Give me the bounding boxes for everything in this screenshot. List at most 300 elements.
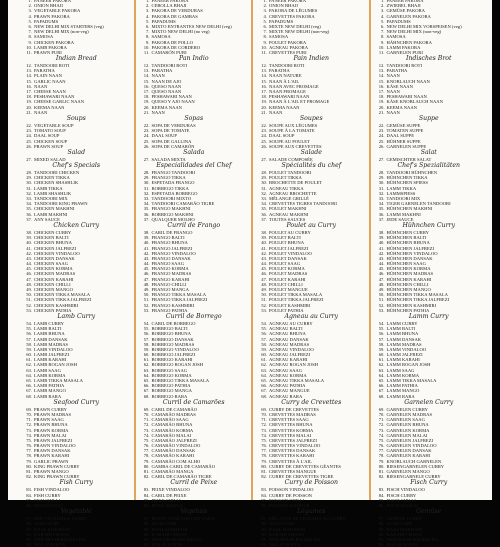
item-number: 60.: [143, 352, 150, 358]
item-number: 14.: [26, 73, 32, 79]
item-number: 85.: [378, 497, 385, 503]
item-number: 58.: [261, 341, 267, 347]
item-number: 47.: [261, 276, 267, 282]
item-label: LAMB BALTI: [34, 326, 62, 332]
item-number: 46.: [378, 271, 385, 277]
item-label: BORREGO VINDALOO: [151, 346, 199, 352]
item-number: 16.: [143, 83, 150, 89]
item-number: 6.: [146, 23, 150, 29]
item-label: CHEESE GARLIC NAAN: [34, 99, 85, 105]
item-number: 47.: [26, 276, 32, 282]
item-number: 55.: [143, 326, 150, 332]
item-label: CAMARÃO VINDALOO: [151, 443, 201, 449]
item-label: MALAI KOFTA: [269, 542, 301, 547]
item-label: GARNELEN MADRAS: [386, 411, 433, 417]
item-label: AGNEAU SAAG: [269, 367, 303, 373]
item-label: TANDOORI MIX: [34, 196, 68, 201]
item-label: BORREGO TIKKA: [151, 185, 189, 191]
item-label: PANEER PAKORA: [151, 0, 189, 3]
item-number: 38.: [378, 229, 385, 235]
item-number: 67.: [378, 388, 385, 394]
item-number: 89.: [261, 526, 267, 532]
item-label: NAAN À L'AIL ET FROMAGE: [269, 99, 330, 105]
item-label: CHICKEN TIKKA MASALA: [34, 292, 91, 298]
item-label: PRAWN KARAHI: [34, 453, 70, 459]
item-label: CAMARÃO SAAG: [151, 417, 189, 423]
item-label: FISH CURRY: [34, 492, 61, 498]
item-number: 45.: [26, 266, 32, 272]
section-heading: Curry de Poisson: [284, 479, 338, 487]
item-number: 75.: [143, 437, 150, 443]
item-label: CARIL DE BORREGO: [151, 320, 196, 326]
item-number: 17.: [26, 89, 32, 94]
item-label: KNOBLAUCH GARNELEN: [386, 458, 442, 464]
item-number: 46.: [26, 271, 32, 277]
item-label: KEEMA NAAN: [34, 104, 65, 110]
item-label: CHICKEN CURRY: [34, 229, 72, 235]
item-number: 24.: [26, 133, 32, 139]
item-label: LAMM VINDALOO: [386, 346, 427, 352]
item-label: LAMB MADRAS: [34, 341, 69, 347]
item-label: TANDOORI ROTI: [34, 63, 70, 69]
item-label: CREVETTES PURI: [269, 49, 307, 55]
item-number: 6.: [263, 23, 267, 29]
item-label: CAMARÃO MADRAS: [151, 411, 196, 417]
item-number: 29.: [261, 175, 267, 181]
item-label: LAMB MANGO: [34, 388, 66, 394]
item-number: 3.: [146, 8, 150, 14]
item-number: 22.: [378, 122, 385, 128]
item-number: 18.: [378, 94, 385, 100]
item-label: PAKORA DE CORDERO: [151, 44, 201, 50]
item-number: 51.: [26, 297, 32, 303]
item-label: LAMB KORMA: [34, 372, 66, 378]
item-label: CAMARÃO JALFREZI: [151, 437, 197, 443]
item-number: 60.: [261, 352, 267, 358]
item-label: NAAN: [34, 109, 48, 115]
item-number: 25.: [378, 138, 385, 144]
item-number: 43.: [26, 255, 32, 261]
item-number: 68.: [143, 393, 150, 399]
item-label: POISSON CHILLI: [269, 497, 305, 503]
item-number: 16.: [26, 83, 32, 89]
item-label: HÜHNCHEN PATHIA: [386, 307, 430, 313]
item-number: 81.: [26, 469, 32, 474]
item-label: VEGETABLE PAKORA: [34, 8, 81, 14]
item-label: CAMARÃO MALAI: [151, 432, 192, 438]
item-number: 88.: [261, 521, 267, 527]
item-number: 36.: [378, 211, 385, 217]
item-number: 45.: [261, 266, 267, 272]
item-label: FRANGO TIKKA MASALA: [151, 292, 207, 298]
item-number: 25.: [26, 138, 32, 144]
item-label: NEW DELHI MIX STARTERS (veg): [34, 23, 104, 29]
item-number: 55.: [378, 326, 385, 332]
item-label: CHICKEN SOUP: [34, 138, 68, 144]
item-label: BORREGO JALFREZI: [151, 352, 196, 358]
item-number: 81.: [378, 469, 385, 474]
item-number: 67.: [261, 388, 267, 394]
item-number: 91.: [261, 536, 267, 542]
item-number: 34.: [261, 201, 267, 207]
item-label: BORREGO DANSAK: [151, 336, 194, 342]
item-number: 87.: [261, 516, 267, 522]
item-number: 90.: [378, 531, 385, 537]
item-label: MÉLANGE DE LÉGUMES AU CURRY: [269, 516, 346, 522]
item-label: BROCHETTE DE POULET: [269, 180, 323, 186]
item-number: 65.: [26, 378, 32, 383]
item-number: 58.: [26, 341, 32, 347]
item-label: MALAI KOFTA: [34, 542, 66, 547]
section-heading: Curril de Borrego: [165, 312, 222, 320]
item-number: 1.: [263, 0, 267, 3]
item-label: ONION BHAJI: [269, 3, 298, 9]
item-number: 28.: [26, 170, 32, 176]
item-label: CAMARÃO MANGA: [151, 469, 194, 474]
item-label: TANDOORI ROTI: [269, 63, 305, 69]
item-label: MIXTE NEW DELHI (veg): [269, 23, 321, 29]
item-number: 56.: [261, 331, 267, 337]
item-number: 57.: [26, 336, 32, 342]
item-label: HÜHNCHEN CHILLI: [386, 281, 429, 287]
item-number: 67.: [143, 388, 150, 394]
item-number: 77.: [26, 448, 32, 454]
item-number: 48.: [261, 281, 267, 287]
item-label: PANEER PAKORA: [386, 0, 424, 3]
item-number: 4.: [146, 13, 150, 19]
item-label: QUALQUER MOLHO: [151, 216, 195, 222]
item-number: 49.: [26, 287, 32, 292]
item-label: LAMM PATHIA: [386, 383, 418, 389]
item-label: FRANGO MADRAS: [151, 271, 192, 277]
item-label: BORREGO PATHIA: [151, 383, 191, 389]
item-number: 51.: [261, 297, 267, 303]
item-label: TANDOORI CHICKEN: [34, 170, 80, 176]
item-number: 40.: [143, 240, 150, 246]
item-label: BORREGO RARA: [151, 393, 188, 399]
item-number: 76.: [378, 443, 385, 449]
item-number: 83.: [26, 487, 32, 493]
item-number: 34.: [26, 201, 32, 207]
item-number: 13.: [26, 68, 32, 74]
item-label: CARIL DE PEIXE: [151, 492, 187, 498]
item-number: 34.: [143, 201, 150, 207]
item-number: 92.: [143, 542, 150, 547]
item-number: 27.: [378, 156, 385, 162]
item-label: AGNEAU MADRAS: [269, 341, 310, 347]
item-label: MALAI KOFTA: [151, 542, 183, 547]
item-label: HÜHNCHEN BHUNA: [386, 240, 430, 246]
item-number: 77.: [143, 448, 150, 454]
item-number: 80.: [261, 463, 267, 469]
item-label: LAMM BALTI: [386, 326, 416, 332]
item-label: FRANGO KARAHI: [151, 276, 190, 282]
item-label: VEGETABLE SOUP: [34, 122, 74, 128]
item-label: FRANGO MANGA: [151, 287, 189, 292]
item-label: SOPA DE GALLINA: [151, 138, 192, 144]
menu-column-german: [371, 0, 487, 547]
item-number: 42.: [26, 250, 32, 256]
item-label: HÜHNCHEN KORMA: [386, 266, 431, 272]
item-label: CREVETTES MADRAS: [269, 411, 316, 417]
item-number: 31.: [378, 185, 385, 191]
item-number: 81.: [143, 469, 150, 474]
item-number: 83.: [261, 487, 267, 493]
item-number: 23.: [26, 128, 32, 134]
item-label: PANEER PAKORA: [34, 0, 72, 3]
item-number: 87.: [143, 516, 150, 522]
item-label: CHICKEN MANGO: [34, 287, 73, 292]
item-number: 22.: [261, 122, 267, 128]
item-number: 7.: [146, 29, 150, 35]
item-label: NEW DELHI MIX (non-veg): [386, 29, 442, 35]
item-label: GARNELEN VINDALOO: [386, 443, 437, 449]
item-number: 78.: [378, 453, 385, 459]
item-label: GEMÜSE SUPPE: [386, 122, 421, 128]
item-label: QUESO NAAN: [151, 83, 182, 89]
item-number: 60.: [378, 352, 385, 358]
item-label: CREVETTES KARAHI: [269, 453, 315, 459]
item-number: 24.: [143, 133, 150, 139]
item-label: ESPETADA FRANGO: [151, 180, 195, 186]
item-label: LAMM TIKKA: [386, 185, 417, 191]
item-label: CHICKEN VINDALOO: [34, 250, 80, 256]
item-number: 73.: [261, 427, 267, 433]
item-number: 12.: [261, 63, 267, 69]
item-label: FISCH MANGO: [386, 502, 419, 508]
item-label: GARNELEN CURRY: [386, 406, 428, 412]
item-label: TOUTES SAUCES: [269, 216, 306, 222]
item-label: JEDE SAUCE: [386, 216, 414, 222]
section-heading: Chef's Spezialitäten: [397, 162, 461, 170]
item-number: 24.: [378, 133, 385, 139]
item-number: 90.: [143, 531, 150, 537]
item-number: 68.: [261, 393, 267, 399]
item-label: HÜHNCHEN MANGO: [386, 287, 431, 292]
item-number: 19.: [143, 99, 150, 105]
item-label: MÉLANGE GRILLÉ: [269, 196, 309, 201]
item-number: 15.: [378, 78, 385, 84]
item-number: 17.: [143, 89, 150, 94]
item-label: GARNELEN SAAG: [386, 417, 425, 423]
item-number: 38.: [143, 229, 150, 235]
item-number: 33.: [261, 196, 267, 201]
item-number: 79.: [143, 458, 150, 464]
item-number: 4.: [381, 13, 385, 19]
item-label: POULET KARAHI: [269, 276, 306, 282]
item-label: ALOO GOBI: [151, 521, 177, 527]
item-label: NAAN: [151, 109, 165, 115]
item-label: FRANGO DANSAK: [151, 255, 191, 261]
item-label: FRANGO BHUNA: [151, 240, 188, 246]
item-number: 33.: [143, 196, 150, 201]
item-number: 49.: [143, 287, 150, 292]
item-label: POULET MAKHNI: [269, 206, 307, 212]
item-label: CREVETTES VINDALOO: [269, 443, 321, 449]
item-number: 62.: [378, 362, 385, 368]
item-label: AGNEAU VINDALOO: [269, 346, 314, 352]
item-number: 53.: [26, 307, 32, 313]
item-label: SOPA DE CAMARÓN: [151, 143, 195, 149]
item-number: 20.: [143, 104, 150, 110]
item-label: PARATHA: [386, 68, 408, 74]
item-number: 74.: [26, 432, 32, 438]
item-label: FRANGO VINDALOO: [151, 250, 196, 256]
item-label: LAMB TIKKA: [34, 185, 63, 191]
item-number: 63.: [378, 367, 385, 373]
item-label: CREVETTES DANSAK: [269, 448, 316, 454]
menu-list: [374, 0, 485, 547]
item-number: 39.: [261, 235, 267, 241]
item-number: 28.: [143, 170, 150, 176]
item-label: ONION BHAJI: [34, 3, 63, 9]
item-number: 42.: [378, 250, 385, 256]
item-label: GARNELEN PAKORA: [386, 13, 431, 19]
item-number: 92.: [378, 542, 385, 547]
item-number: 59.: [378, 346, 385, 352]
item-label: GARNELEN KORMA: [386, 427, 430, 433]
section-heading: Curril de Peixe: [170, 479, 218, 487]
item-number: 29.: [143, 175, 150, 181]
item-number: 76.: [261, 443, 267, 449]
item-number: 35.: [261, 206, 267, 212]
item-number: 55.: [261, 326, 267, 332]
menu-item: [21, 542, 132, 547]
item-label: CHICKEN KASHMIRI: [34, 302, 79, 308]
item-label: CREVETTES PAKORA: [269, 13, 315, 19]
item-number: 90.: [26, 531, 32, 537]
item-number: 59.: [261, 346, 267, 352]
item-number: 69.: [261, 406, 267, 412]
menu-list: [21, 0, 132, 547]
item-label: CREVETTES BHUNA: [269, 422, 313, 428]
item-number: 43.: [143, 255, 150, 261]
item-number: 70.: [378, 411, 385, 417]
item-number: 83.: [143, 487, 150, 493]
item-label: LAMB KARAHI: [34, 357, 67, 363]
item-label: CREVETTES MALAI: [269, 432, 312, 438]
item-number: 9.: [28, 39, 32, 45]
item-label: KÄSE NAAN: [386, 83, 413, 89]
item-number: 27.: [143, 156, 150, 162]
item-label: NAAN: [386, 109, 400, 115]
item-label: PANEER PAKORA: [269, 0, 307, 3]
item-number: 48.: [378, 281, 385, 287]
item-label: CHICKEN BHUNA: [34, 240, 72, 246]
item-label: LAMB RARA: [34, 393, 62, 399]
item-number: 90.: [261, 531, 267, 537]
item-number: 11.: [26, 49, 32, 55]
item-number: 52.: [261, 302, 267, 308]
item-label: BORREGO MADRAS: [151, 341, 195, 347]
item-label: FRANGO TIKKA: [151, 175, 186, 181]
item-number: 29.: [26, 175, 32, 181]
item-number: 31.: [143, 185, 150, 191]
item-label: CURRY DE POISSON: [269, 492, 312, 498]
section-heading: Lamm Curry: [408, 312, 449, 320]
item-label: HÜHNCHEN SPIESS: [386, 180, 428, 186]
item-number: 84.: [143, 492, 150, 498]
item-label: HÜHNCHEN KARAHI: [386, 276, 432, 282]
item-label: SAMOSA: [151, 34, 171, 40]
item-number: 21.: [261, 109, 267, 115]
section-heading: Chicken Curry: [53, 221, 100, 229]
item-number: 20.: [378, 104, 385, 110]
item-label: PAKORA DE LÉGUMES: [269, 8, 318, 14]
item-number: 42.: [143, 250, 150, 256]
item-number: 25.: [143, 138, 150, 144]
item-label: SOUPE AU POULET: [269, 138, 310, 144]
item-number: 70.: [143, 411, 150, 417]
section-heading: Spécialités du chef: [281, 162, 342, 170]
item-number: 32.: [261, 190, 267, 196]
item-number: 32.: [26, 190, 32, 196]
item-number: 54.: [143, 320, 150, 326]
item-label: FRANGO BALTI: [151, 235, 185, 241]
item-label: NEW DELHI MIX (non-veg): [34, 29, 89, 35]
item-number: 14.: [261, 73, 267, 79]
item-label: NEW DELHI BAGEECHA: [151, 536, 203, 542]
item-label: CHICKEN JALFREZI: [34, 245, 77, 251]
item-number: 56.: [378, 331, 385, 337]
item-label: PRAWN JALFREZI: [34, 437, 73, 443]
item-number: 34.: [378, 201, 385, 207]
item-number: 56.: [143, 331, 150, 337]
item-number: 6.: [28, 23, 32, 29]
item-number: 18.: [26, 94, 32, 100]
item-label: LAMM RARA: [386, 393, 415, 399]
section-heading: Curry de Crevettes: [281, 398, 342, 406]
item-label: LAMM PAKORA: [386, 44, 421, 50]
item-number: 12.: [26, 63, 32, 69]
item-label: KARAHI CHANA: [151, 531, 187, 537]
item-label: DAAL SOUP: [151, 133, 177, 139]
item-number: 16.: [261, 83, 267, 89]
item-number: 30.: [143, 180, 150, 186]
item-label: PRAWN MADRAS: [34, 411, 72, 417]
item-number: 61.: [378, 357, 385, 363]
item-number: 70.: [261, 411, 267, 417]
item-label: DAAL SOUP: [34, 133, 60, 139]
item-number: 18.: [143, 94, 150, 100]
item-number: 71.: [261, 417, 267, 423]
item-number: 77.: [261, 448, 267, 454]
item-label: LAMB MAKHNI: [34, 211, 68, 217]
item-number: 87.: [378, 516, 385, 522]
item-label: SAMOSA: [386, 34, 406, 40]
item-label: LAMM TIKKA MASALA: [386, 378, 437, 383]
item-label: CHICKEN PATHIA: [34, 307, 72, 313]
item-label: SOPA DE TOMATE: [151, 128, 190, 134]
item-label: GARNELEN SUPPE: [386, 143, 427, 149]
item-label: SAMOSA: [269, 34, 289, 40]
item-label: TANDOORI ROTI: [151, 63, 187, 69]
item-label: PARATHA: [269, 68, 290, 74]
item-label: HÜHNCHEN MAKHNI: [386, 206, 433, 212]
item-label: HÜHNCHEN TIKKA JALFREZI: [386, 297, 450, 303]
item-label: CREVETTES KORMA: [269, 427, 314, 433]
item-number: 62.: [143, 362, 150, 368]
item-number: 8.: [381, 34, 385, 40]
item-label: BORREGO KARAHI: [151, 357, 193, 363]
item-label: LAMB DANSAK: [34, 336, 68, 342]
item-label: POULET SAAG: [269, 261, 301, 267]
item-label: RIESENGARNELEN CURRY: [386, 463, 445, 469]
item-number: 54.: [261, 320, 267, 326]
item-label: SAMOSA: [34, 34, 54, 40]
item-number: 64.: [143, 372, 150, 378]
item-label: MIXTO VEGETAIS CON CARIL: [151, 516, 216, 522]
